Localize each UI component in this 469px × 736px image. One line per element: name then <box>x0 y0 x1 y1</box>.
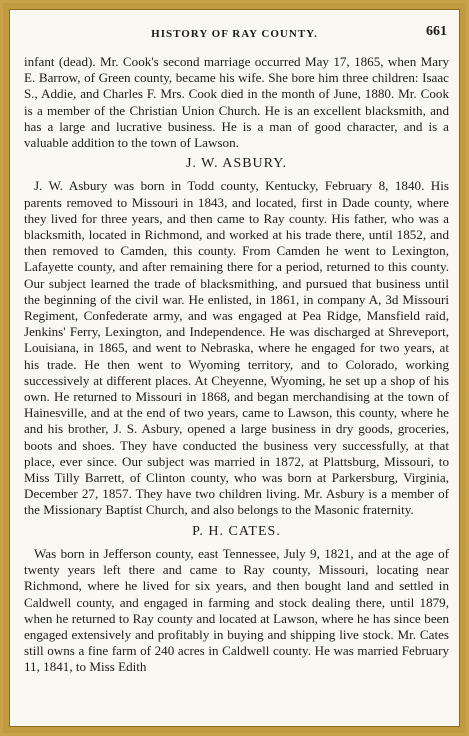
running-title: HISTORY OF RAY COUNTY. <box>151 28 318 40</box>
book-page <box>9 9 460 727</box>
body-text <box>24 54 449 676</box>
paragraph-asbury: J. W. Asbury was born in Todd county, Kentucky, February 8, 1840. His parents removed to Missouri in 1843, and located, first in Dade county, where they lived for three years, and then came to Ray county. His father, who was a blacksmith, located in Richmond, and worked at his trade there, until 1852, and then removed to Camden, this county. From Camden he went to Lexington, Lafayette county, and after remaining there for a period, returned to this county. Our subject learned the trade of blacksmithing, and pursued that business until the beginning of the civil war. He enlisted, in 1861, in company A, 3d Missouri Regiment, Confederate army, and was engaged at Pea Ridge, Mansfield raid, Jenkins' Ferry, Lexington, and Independence. He was discharged at Shreveport, Louisiana, in 1865, and went to Nebraska, where he engaged for two years, at his trade. He then went to Wyoming territory, and to Colorado, working successively at different places. At Cheyenne, Wyoming, he set up a shop of his own. He returned to Missouri in 1868, and began merchandising at the town of Hainesville, and at the end of two years, came to Lawson, this county, where he and his brother, J. S. Asbury, opened a large business in dry goods, groceries, boots and shoes. They have conducted the business very successfully, at that place, ever since. Our subject was married in 1872, at Plattsburg, Missouri, to Miss Tilly Barrett, of Clinton county, who was born at Parkersburg, Virginia, December 27, 1857. They have two children living. Mr. Asbury is a member of the Missionary Baptist Church, and also belongs to the Masonic fraternity. <box>24 178 449 518</box>
heading-cates: P. H. CATES. <box>192 523 281 539</box>
page-number: 661 <box>426 24 447 39</box>
heading-asbury: J. W. ASBURY. <box>185 156 288 172</box>
paragraph-cook-continued: infant (dead). Mr. Cook's second marriage occurred May 17, 1865, when Mary E. Barrow, of Green county, became his wife. She bore him three children: Isaac S., Addie, and Charles F. Mrs. Cook died in the month of June, 1880. Mr. Cook is a member of the Christian Union Church. He is an excellent blacksmith, and has a large and lucrative business. He is a man of good character, and is a valuable addition to the town of Lawson. <box>24 54 449 151</box>
paragraph-cates: Was born in Jefferson county, east Tennessee, July 9, 1821, and at the age of twenty years left there and came to Ray county, Missouri, locating near Richmond, where he lived for six years, and then bought land and settled in Caldwell county, and engaged in farming and stock dealing there, until 1879, when he returned to Ray county and located at Lawson, where he has since been engaged extensively and profitably in buying and shipping live stock. Mr. Cates still owns a fine farm of 240 acres in Caldwell county. He was married February 11, 1841, to Miss Edith <box>24 545 449 675</box>
page-header <box>10 24 459 46</box>
scan-border <box>3 3 466 733</box>
